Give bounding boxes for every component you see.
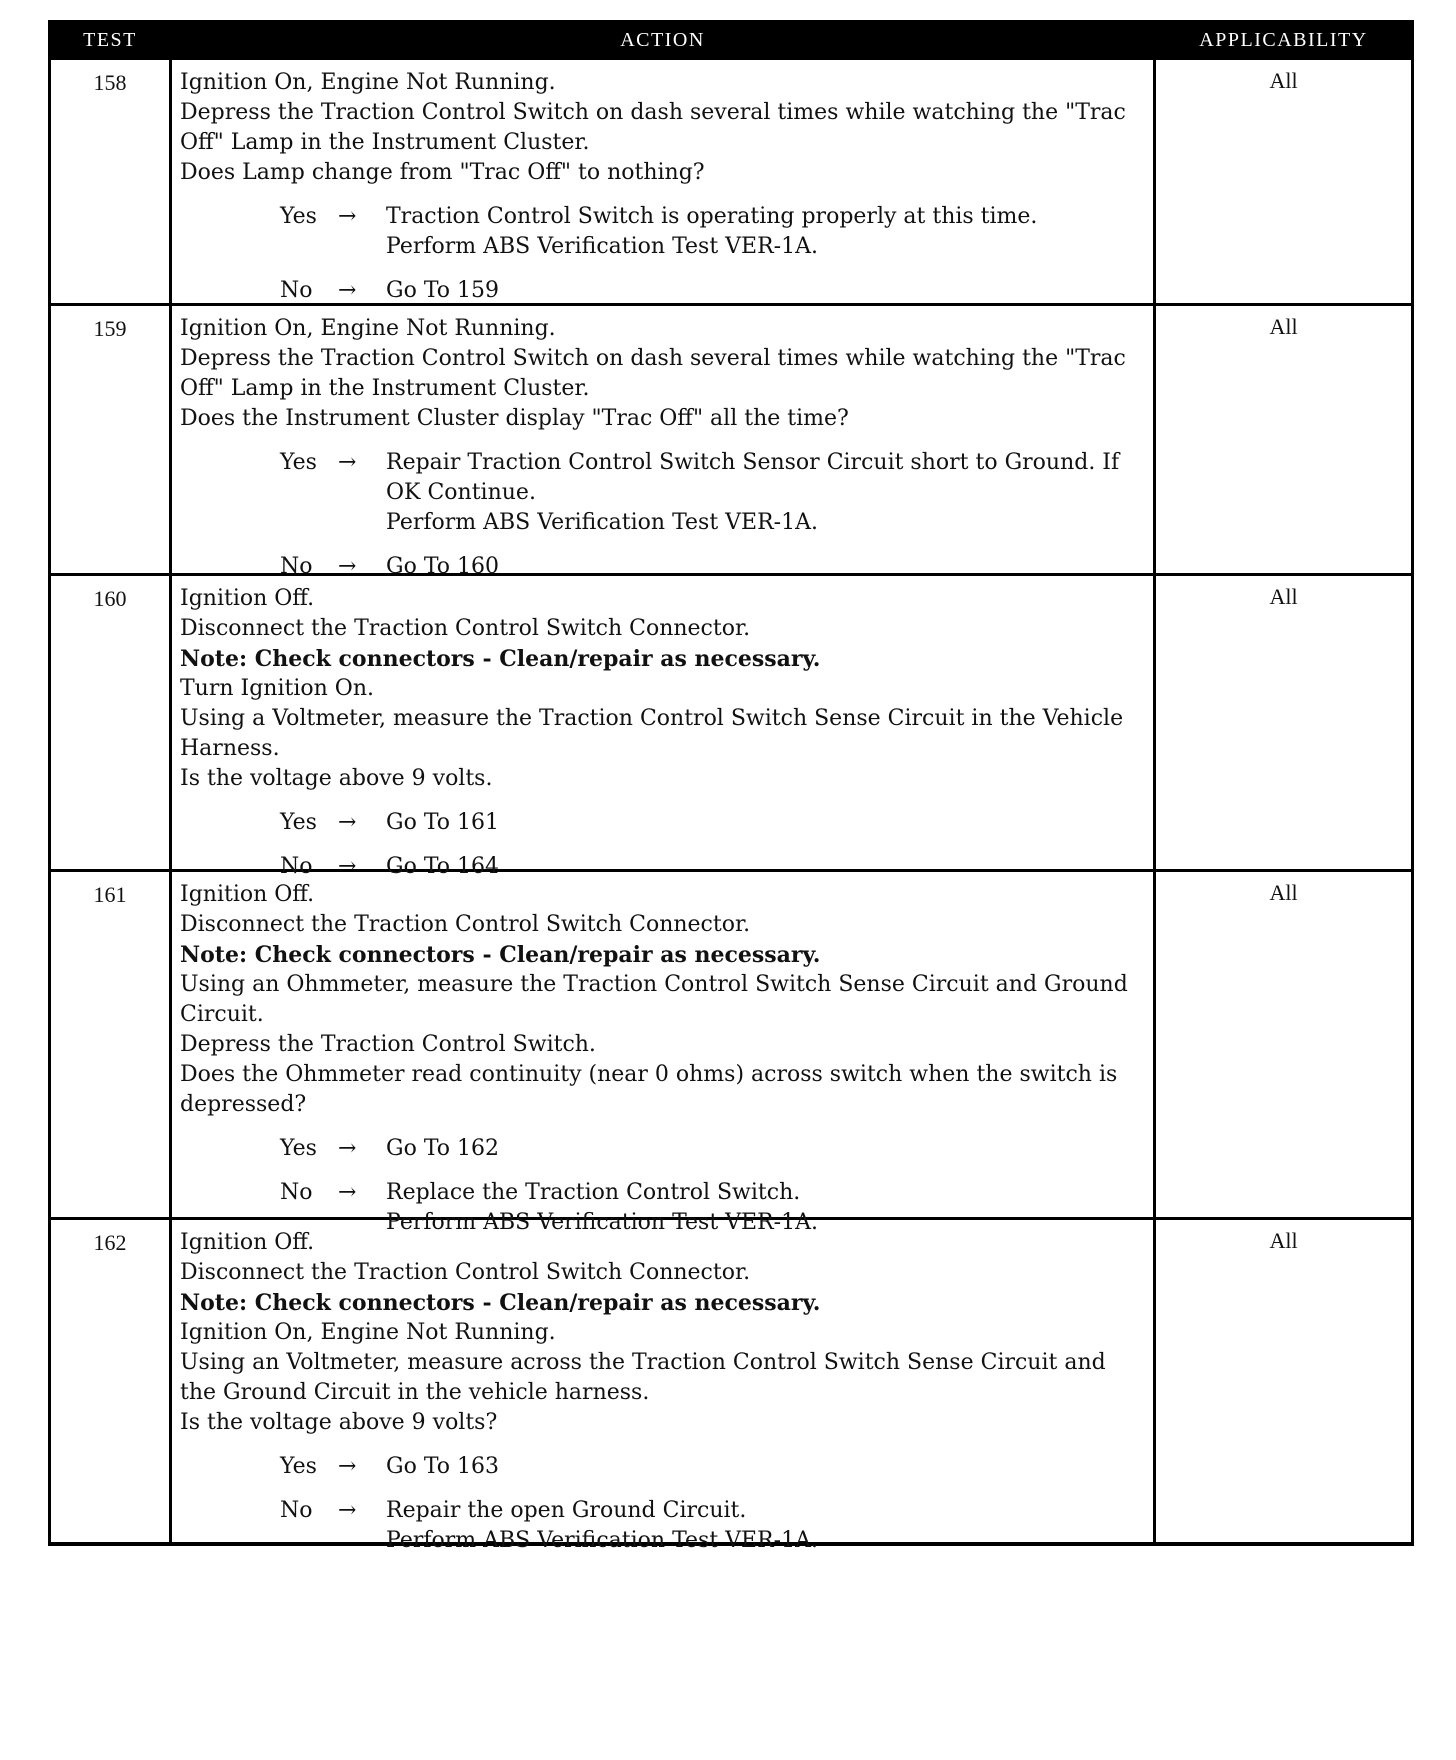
no-outcome	[180, 276, 1147, 306]
action-line: Is the voltage above 9 volts.	[180, 766, 493, 791]
table-row	[51, 573, 1411, 879]
arrow-icon: →	[338, 810, 357, 835]
test-number: 159	[93, 316, 127, 341]
action-line: Using an Voltmeter, measure across the Traction Control Switch Sense Circuit and	[180, 1350, 1106, 1375]
action-line: Does the Ohmmeter read continuity (near 0 ohms) across switch when the switch is	[180, 1062, 1118, 1087]
applicability-cell: All	[1269, 1228, 1298, 1253]
arrow-icon: →	[338, 554, 357, 579]
yes-outcome	[180, 448, 1147, 538]
no-label: No	[280, 1180, 313, 1205]
no-result	[386, 1496, 1147, 1556]
header-action: ACTION	[620, 28, 705, 51]
result-line: Perform ABS Verification Test VER-1A.	[386, 1210, 818, 1235]
table-header	[51, 20, 1411, 60]
test-number: 162	[93, 1230, 127, 1255]
table-row	[51, 60, 1411, 303]
action-line: Depress the Traction Control Switch on dash several times while watching the "Trac	[180, 100, 1126, 125]
result-line: Replace the Traction Control Switch.	[386, 1180, 801, 1205]
action-note: Note: Check connectors - Clean/repair as necessary.	[180, 1290, 821, 1316]
action-line: Is the voltage above 9 volts?	[180, 1410, 498, 1435]
action-line: Does Lamp change from "Trac Off" to nothing?	[180, 160, 705, 185]
header-test: TEST	[83, 28, 137, 51]
yes-label: Yes	[280, 1136, 317, 1161]
result-line: Perform ABS Verification Test VER-1A.	[386, 510, 818, 535]
result-line: Repair the open Ground Circuit.	[386, 1498, 747, 1523]
no-outcome	[180, 1496, 1147, 1556]
result-line: Go To 162	[386, 1136, 500, 1161]
action-line: Circuit.	[180, 1002, 264, 1027]
action-line: Ignition Off.	[180, 586, 315, 611]
yes-result	[386, 1452, 1147, 1482]
yes-outcome	[180, 1452, 1147, 1482]
action-line: Using a Voltmeter, measure the Traction Control Switch Sense Circuit in the Vehicle	[180, 706, 1124, 731]
action-line: Does the Instrument Cluster display "Trac Off" all the time?	[180, 406, 849, 431]
arrow-icon: →	[338, 1136, 357, 1161]
table-row	[51, 303, 1411, 579]
yes-label: Yes	[280, 1454, 317, 1479]
no-label: No	[280, 1498, 313, 1523]
result-line: Traction Control Switch is operating properly at this time.	[386, 204, 1038, 229]
applicability-cell: All	[1269, 584, 1298, 609]
yes-outcome	[180, 808, 1147, 838]
table-row	[51, 869, 1411, 1235]
diagnostic-table	[48, 20, 1414, 1553]
arrow-icon: →	[338, 854, 357, 879]
yes-result	[386, 1134, 1147, 1164]
result-line: Go To 160	[386, 554, 500, 579]
action-note: Note: Check connectors - Clean/repair as necessary.	[180, 646, 821, 672]
yes-result	[386, 808, 1147, 838]
result-line: Go To 159	[386, 278, 500, 303]
yes-outcome	[180, 202, 1147, 262]
test-number: 158	[93, 70, 127, 95]
no-label: No	[280, 554, 313, 579]
test-number: 160	[93, 586, 127, 611]
table-body	[51, 60, 1411, 1553]
no-result	[386, 276, 1147, 306]
action-line: Ignition On, Engine Not Running.	[180, 70, 556, 95]
applicability-cell: All	[1269, 880, 1298, 905]
arrow-icon: →	[338, 1454, 357, 1479]
action-note: Note: Check connectors - Clean/repair as necessary.	[180, 942, 821, 968]
action-line: Harness.	[180, 736, 280, 761]
yes-result	[386, 448, 1147, 538]
table-row	[51, 1217, 1411, 1553]
result-line: OK Continue.	[386, 480, 536, 505]
action-line: Disconnect the Traction Control Switch Connector.	[180, 1260, 751, 1285]
arrow-icon: →	[338, 204, 357, 229]
action-cell	[169, 576, 1156, 879]
action-line: Disconnect the Traction Control Switch Connector.	[180, 912, 751, 937]
action-cell	[169, 306, 1156, 579]
test-number: 161	[93, 882, 127, 907]
result-line: Go To 164	[386, 854, 500, 879]
action-cell	[169, 1220, 1156, 1553]
action-line: Ignition On, Engine Not Running.	[180, 1320, 556, 1345]
yes-outcome	[180, 1134, 1147, 1164]
action-line: Ignition Off.	[180, 1230, 315, 1255]
applicability-cell: All	[1269, 68, 1298, 93]
action-cell	[169, 60, 1156, 303]
result-line: Go To 163	[386, 1454, 500, 1479]
yes-result	[386, 202, 1147, 262]
yes-label: Yes	[280, 204, 317, 229]
result-line: Go To 161	[386, 810, 500, 835]
action-line: Depress the Traction Control Switch.	[180, 1032, 596, 1057]
result-line: Repair Traction Control Switch Sensor Circuit short to Ground. If	[386, 450, 1120, 475]
header-applicability: APPLICABILITY	[1199, 28, 1368, 51]
no-label: No	[280, 854, 313, 879]
action-line: Off" Lamp in the Instrument Cluster.	[180, 130, 590, 155]
action-line: Off" Lamp in the Instrument Cluster.	[180, 376, 590, 401]
arrow-icon: →	[338, 278, 357, 303]
action-cell	[169, 872, 1156, 1235]
arrow-icon: →	[338, 450, 357, 475]
action-line: Depress the Traction Control Switch on dash several times while watching the "Trac	[180, 346, 1126, 371]
action-line: Turn Ignition On.	[180, 676, 374, 701]
yes-label: Yes	[280, 810, 317, 835]
result-line: Perform ABS Verification Test VER-1A.	[386, 234, 818, 259]
action-line: the Ground Circuit in the vehicle harness.	[180, 1380, 650, 1405]
no-label: No	[280, 278, 313, 303]
applicability-cell: All	[1269, 314, 1298, 339]
action-line: Using an Ohmmeter, measure the Traction Control Switch Sense Circuit and Ground	[180, 972, 1128, 997]
action-line: Ignition Off.	[180, 882, 315, 907]
action-line: depressed?	[180, 1092, 307, 1117]
action-line: Ignition On, Engine Not Running.	[180, 316, 556, 341]
arrow-icon: →	[338, 1498, 357, 1523]
result-line: Perform ABS Verification Test VER-1A.	[386, 1528, 818, 1553]
yes-label: Yes	[280, 450, 317, 475]
action-line: Disconnect the Traction Control Switch Connector.	[180, 616, 751, 641]
arrow-icon: →	[338, 1180, 357, 1205]
